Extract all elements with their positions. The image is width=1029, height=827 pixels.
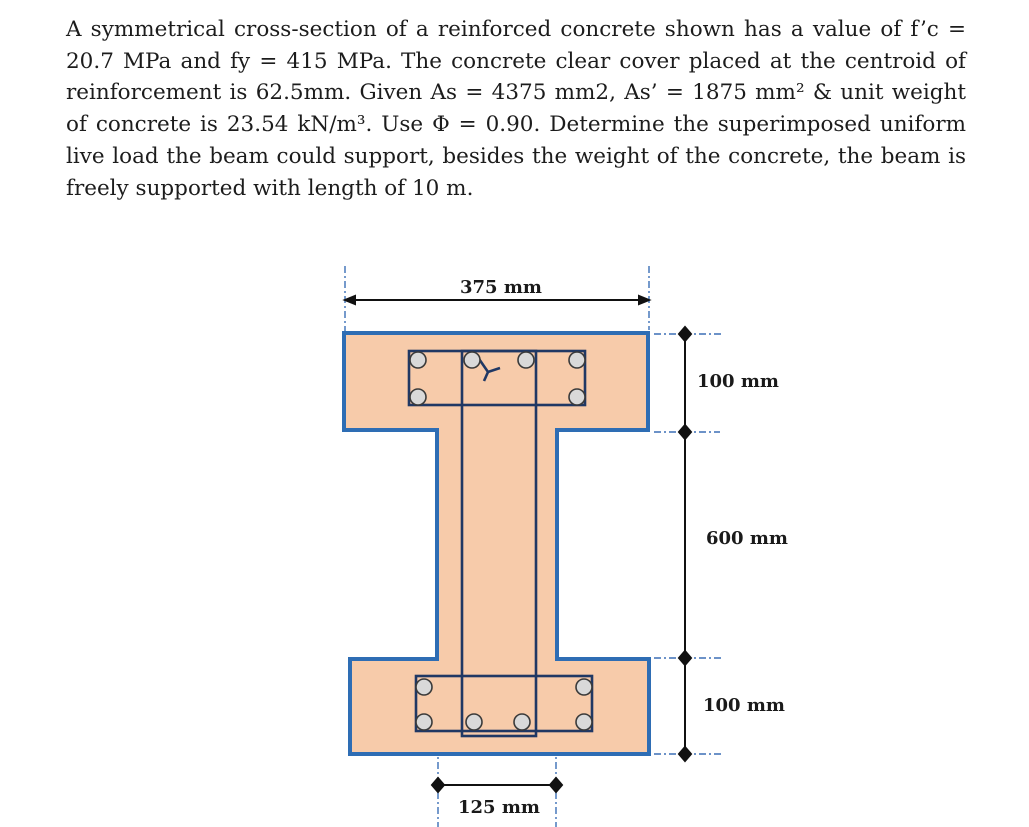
rebar: [569, 389, 585, 405]
rebar: [514, 714, 530, 730]
problem-text: A symmetrical cross-section of a reinforced concrete shown has a value of f’c = 20.7 MPa and fy = 415 MPa. The concrete clear cover placed at the centroid of reinforcement is 62.5mm. Given As = 4375 mm2, As’ = 1875 mm² & unit weight of concrete is 23.54 kN/m³. Use Φ = 0.90. Determine the superimposed uniform live load the beam could support, besides the weight of the concrete, the beam is freely supported with length of 10 m.: [66, 17, 966, 201]
concrete-i-section: [344, 333, 649, 754]
rebar: [576, 679, 592, 695]
dim-tick-top: [679, 327, 691, 341]
dim-tick-web-left: [432, 778, 444, 792]
dim-label-top-flange: 100 mm: [697, 371, 779, 392]
dim-tick-bottom: [679, 747, 691, 761]
rebar: [410, 352, 426, 368]
rebar: [416, 679, 432, 695]
dim-arrow-right: [639, 296, 649, 304]
dim-tick-flange-top: [679, 425, 691, 439]
dim-tick-web-right: [550, 778, 562, 792]
rebar: [576, 714, 592, 730]
dim-label-web-depth: 600 mm: [706, 528, 788, 549]
dim-label-flange-width: 375 mm: [460, 277, 542, 298]
rebar: [569, 352, 585, 368]
rebar: [410, 389, 426, 405]
rebar: [464, 352, 480, 368]
dim-label-web-width: 125 mm: [458, 797, 540, 818]
dim-label-bottom-flange: 100 mm: [703, 695, 785, 716]
rebar: [416, 714, 432, 730]
dim-arrow-left: [345, 296, 355, 304]
rebar: [466, 714, 482, 730]
rebar: [518, 352, 534, 368]
dim-tick-flange-bottom: [679, 651, 691, 665]
